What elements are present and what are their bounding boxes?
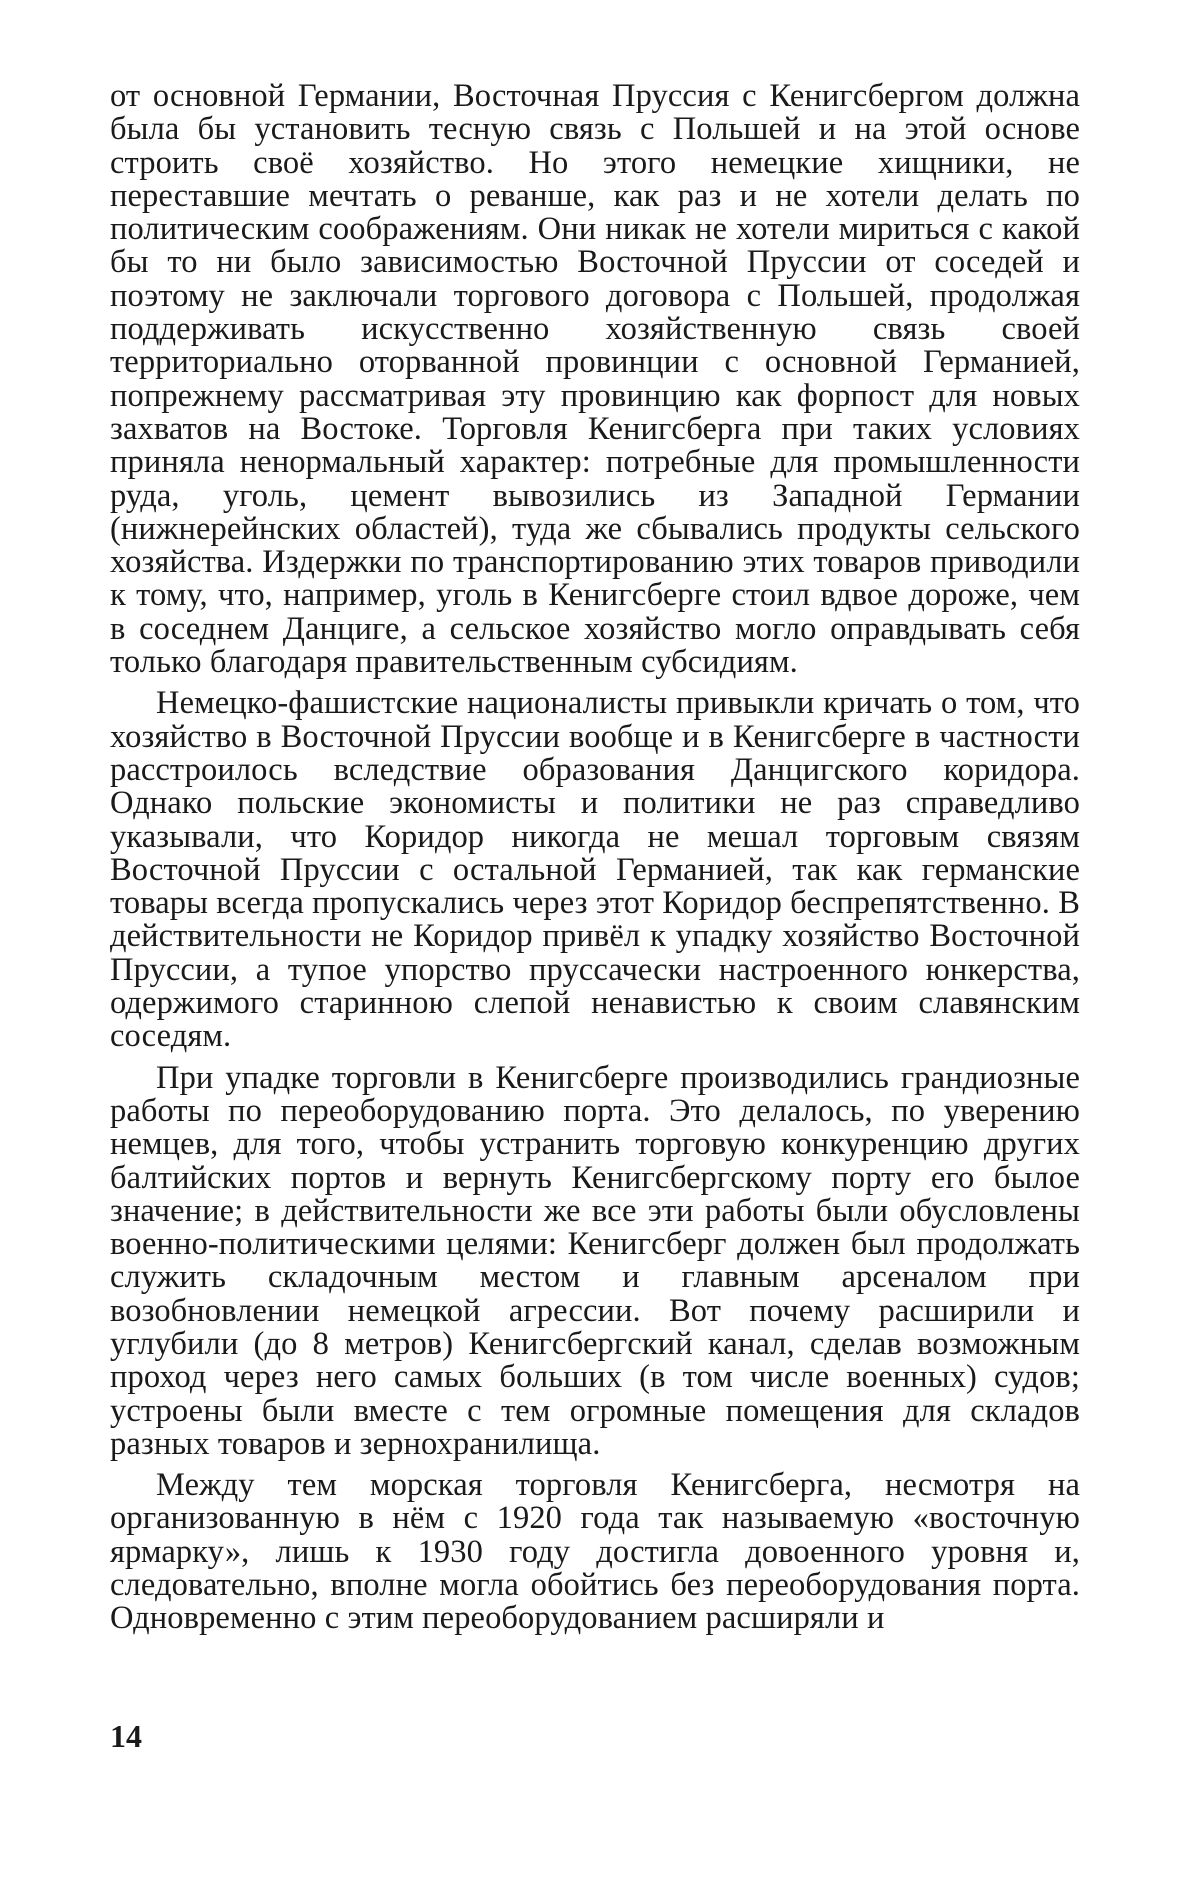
paragraph-3: При упадке торговли в Кенигсберге производились грандиозные работы по переоборудованию порта. Это делалось, по уверению немцев, для того, чтобы устранить торговую конкуренцию других балтийских портов и вернуть Кенигсбергскому порту его былое значение; в действительности же все эти работы были обусловлены военно-политическими целями: Кенигсберг должен был продолжать служить складочным местом и главным арсеналом при возобновлении немецкой агрессии. Вот почему расширили и углубили (до 8 метров) Кенигсбергский канал, сделав возможным проход через него самых больших (в том числе военных) судов; устроены были вместе с тем огромные помещения для складов разных товаров и зернохранилища. — [110, 1059, 1080, 1462]
page-body — [110, 80, 1080, 1636]
paragraph-1: от основной Германии, Восточная Пруссия с Кенигсбергом должна была бы установить тесную связь с Польшей и на этой основе строить своё хозяйство. Но этого немецкие хищники, не переставшие мечтать о реванше, как раз и не хотели делать по политическим соображениям. Они никак не хотели мириться с какой бы то ни было зависимостью Восточной Пруссии от соседей и поэтому не заключали торгового договора с Польшей, продолжая поддерживать искусственно хозяйственную связь своей территориально оторванной провинции с основной Германией, попрежнему рассматривая эту провинцию как форпост для новых захватов на Востоке. Торговля Кенигсберга при таких условиях приняла ненормальный характер: потребные для промышленности руда, уголь, цемент вывозились из Западной Германии (нижнерейнских областей), туда же сбывались продукты сельского хозяйства. Издержки по транспортированию этих товаров приводили к тому, что, например, уголь в Кенигсберге стоил вдвое дороже, чем в соседнем Данциге, а сельское хозяйство могло оправдывать себя только благодаря правительственным субсидиям. — [110, 78, 1080, 681]
paragraph-4: Между тем морская торговля Кенигсберга, несмотря на организованную в нём с 1920 года так называемую «восточную ярмарку», лишь к 1930 году достигла довоенного уровня и, следовательно, вполне могла обойтись без переоборудования порта. Одновременно с этим переоборудованием расширяли и — [110, 1467, 1080, 1637]
page-number: 14 — [110, 1718, 142, 1754]
paragraph-2: Немецко-фашистские националисты привыкли кричать о том, что хозяйство в Восточной Пруссии вообще и в Кенигсберге в частности расстроилось вследствие образования Данцигского коридора. Однако польские экономисты и политики не раз справедливо указывали, что Коридор никогда не мешал торговым связям Восточной Пруссии с остальной Германией, так как германские товары всегда пропускались через этот Коридор беспрепятственно. В действительности не Коридор привёл к упадку хозяйство Восточной Пруссии, а тупое упорство пруссачески настроенного юнкерства, одержимого старинною слепой ненавистью к своим славянским соседям. — [110, 685, 1080, 1055]
